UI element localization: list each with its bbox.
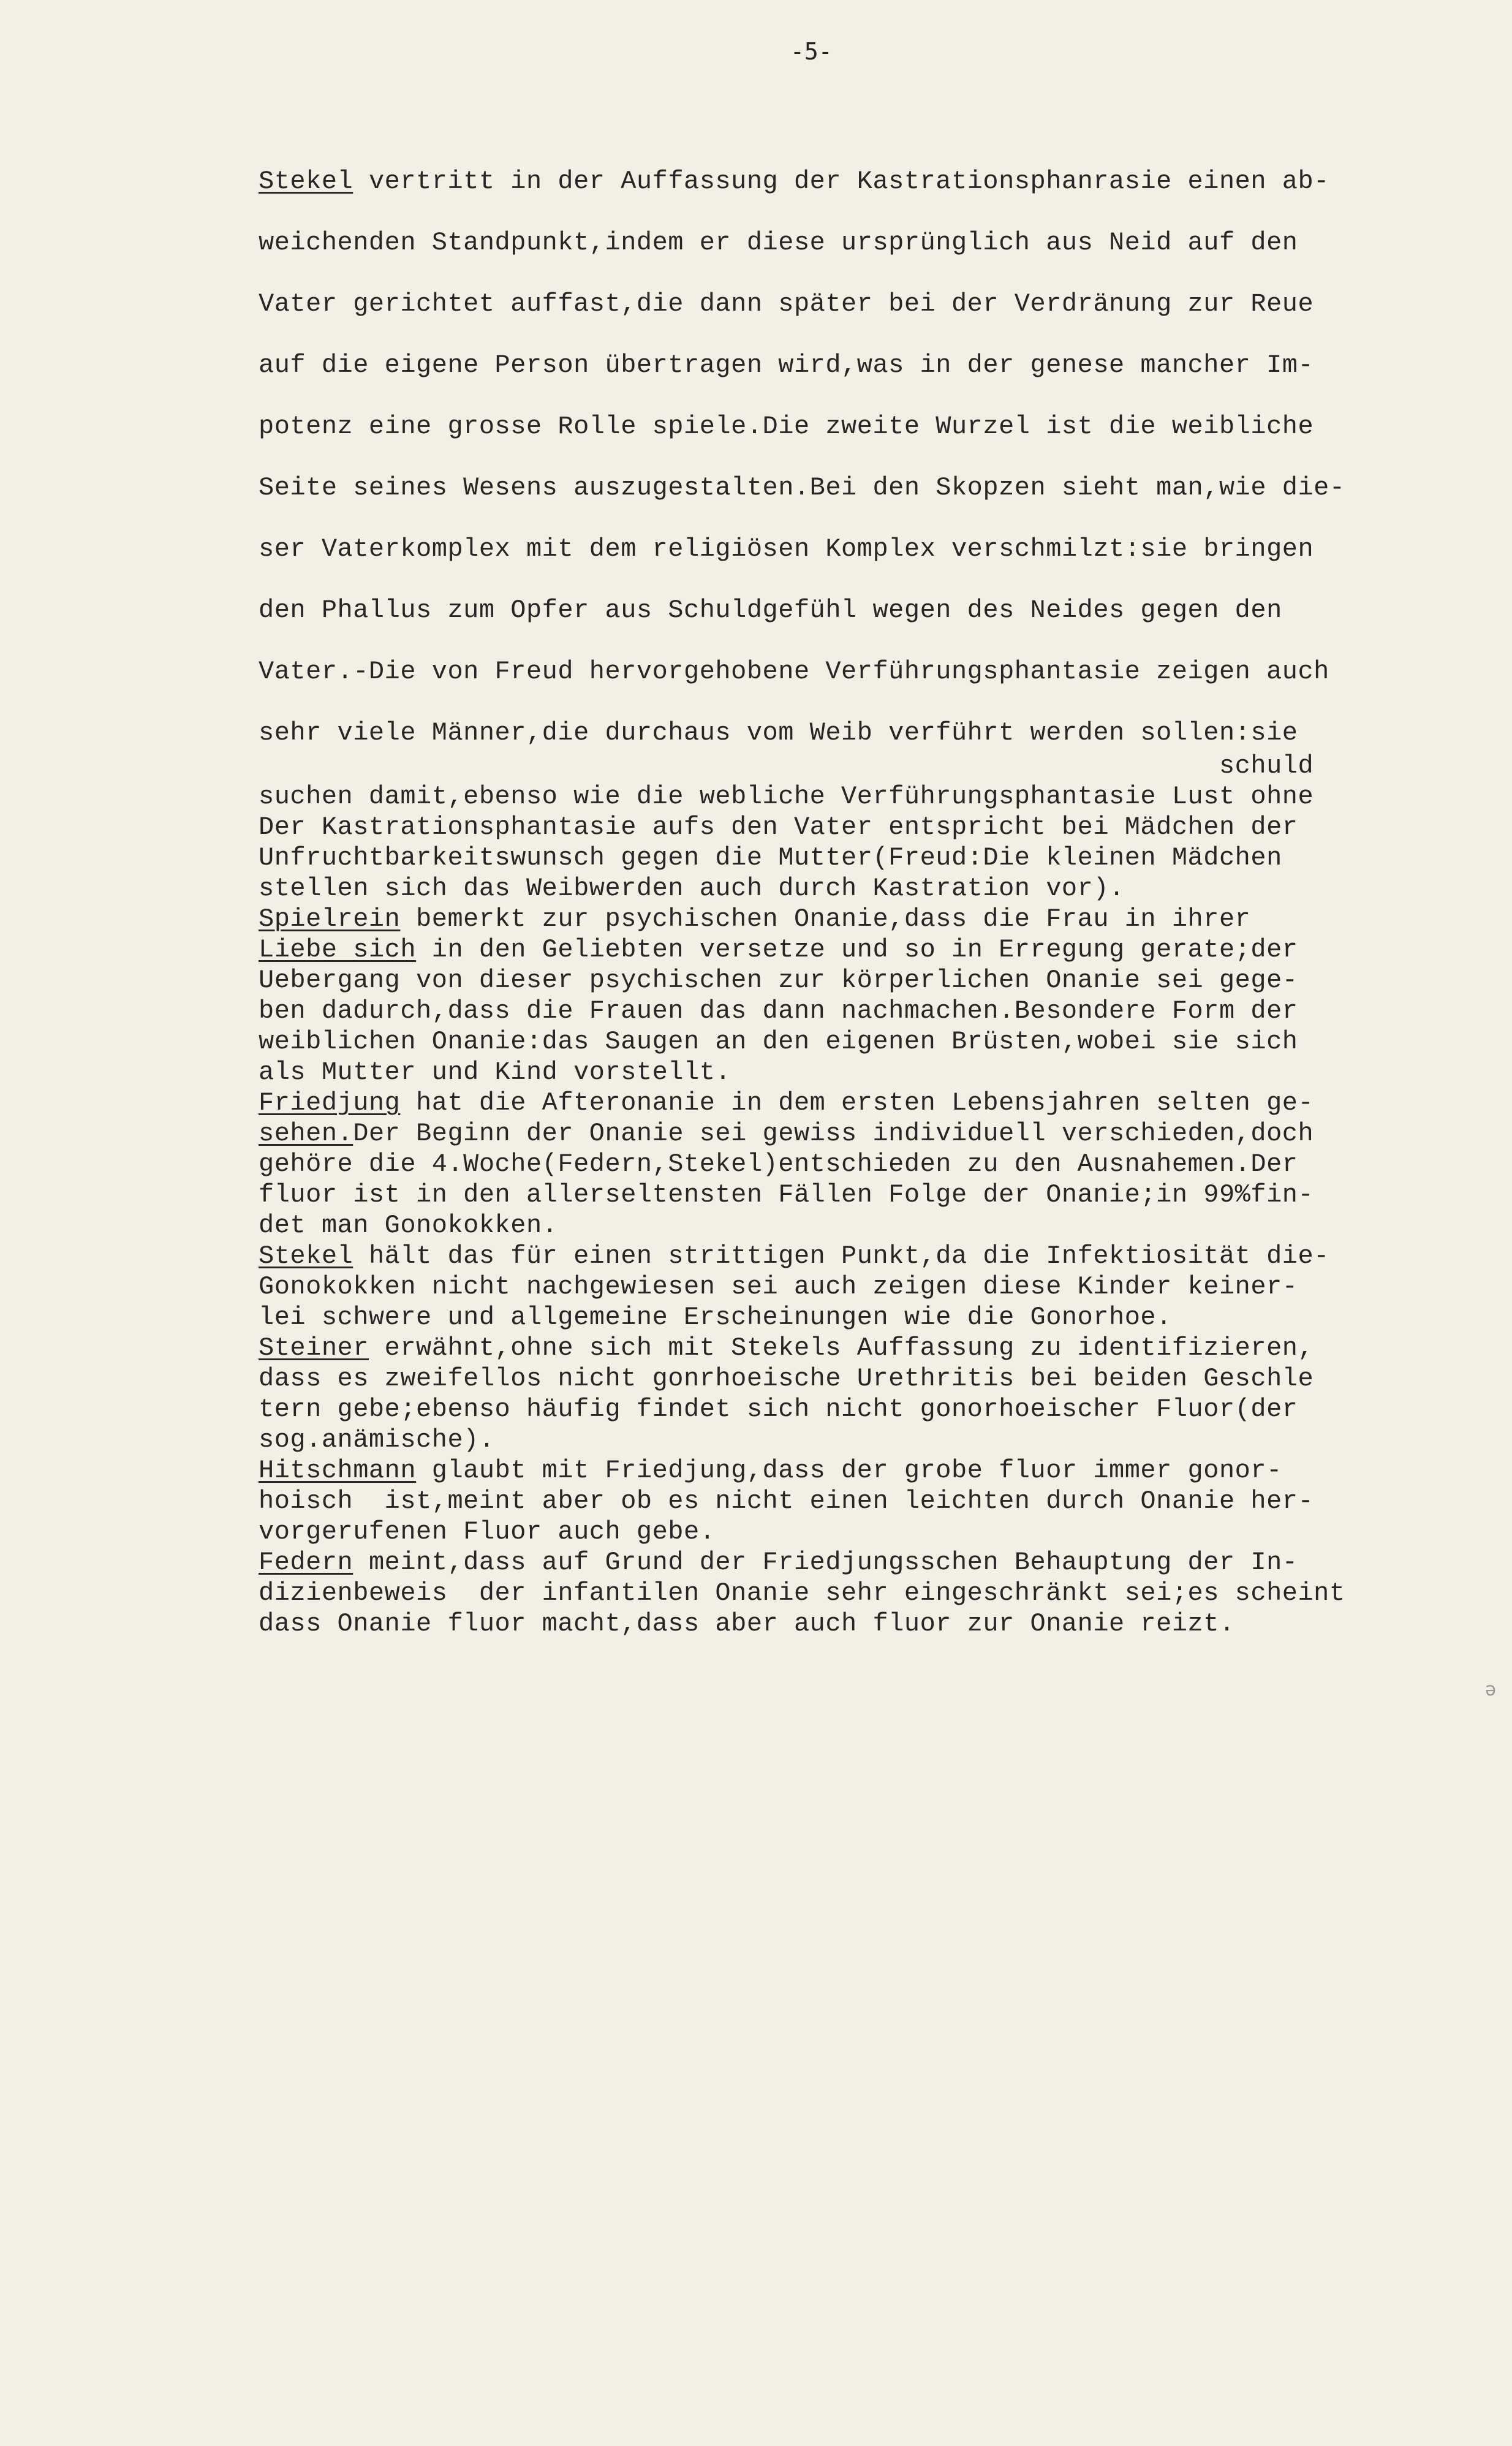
text-line: det man Gonokokken.	[259, 1211, 558, 1240]
text-line: fluor ist in den allerseltensten Fällen Folge der Onanie;in 99%fin-	[259, 1180, 1314, 1210]
text-line: sehen.Der Beginn der Onanie sei gewiss individuell verschieden,doch	[259, 1119, 1314, 1148]
text-line: weiblichen Onanie:das Saugen an den eigenen Brüsten,wobei sie sich	[259, 1027, 1298, 1056]
author-name: Hitschmann	[259, 1456, 417, 1485]
text-line: Gonokokken nicht nachgewiesen sei auch zeigen diese Kinder keiner-	[259, 1272, 1298, 1301]
text-line: dass es zweifellos nicht gonrhoeische Urethritis bei beiden Geschle	[259, 1364, 1314, 1393]
text-line: stellen sich das Weibwerden auch durch Kastration vor).	[259, 874, 1125, 903]
text-line: Seite seines Wesens auszugestalten.Bei den Skopzen sieht man,wie die-	[259, 473, 1345, 502]
text-line: ben dadurch,dass die Frauen das dann nachmachen.Besondere Form der	[259, 996, 1298, 1026]
author-name: Steiner	[259, 1333, 369, 1363]
text-line: auf die eigene Person übertragen wird,was in der genese mancher Im-	[259, 350, 1314, 380]
text-line: Spielrein bemerkt zur psychischen Onanie,dass die Frau in ihrer	[259, 904, 1251, 934]
text-line: Liebe sich in den Geliebten versetze und so in Erregung gerate;der	[259, 935, 1298, 964]
text-line: weichenden Standpunkt,indem er diese ursprünglich aus Neid auf den	[259, 228, 1298, 257]
text-line: lei schwere und allgemeine Erscheinungen wie die Gonorhoe.	[259, 1303, 1172, 1332]
text-line: Federn meint,dass auf Grund der Friedjungsschen Behauptung der In-	[259, 1548, 1298, 1577]
author-name: Stekel	[259, 167, 353, 196]
page-number: -5-	[790, 38, 833, 65]
text-line: dizienbeweis der infantilen Onanie sehr eingeschränkt sei;es scheint	[259, 1578, 1345, 1608]
author-name: Spielrein	[259, 904, 401, 934]
text-line: sog.anämische).	[259, 1425, 495, 1455]
text-line: Steiner erwähnt,ohne sich mit Stekels Auffassung zu identifizieren,	[259, 1333, 1314, 1363]
margin-mark: ə	[1485, 1679, 1497, 1700]
underlined-phrase: Liebe sich	[259, 935, 417, 964]
text-line: Stekel vertritt in der Auffassung der Kastrationsphanrasie einen ab-	[259, 167, 1329, 196]
text-line: Hitschmann glaubt mit Friedjung,dass der grobe fluor immer gonor-	[259, 1456, 1282, 1485]
text-line: gehöre die 4.Woche(Federn,Stekel)entschieden zu den Ausnahemen.Der	[259, 1149, 1298, 1179]
text-line: schuld	[259, 751, 1314, 781]
text-line: sehr viele Männer,die durchaus vom Weib verführt werden sollen:sie	[259, 718, 1298, 748]
text-line: vorgerufenen Fluor auch gebe.	[259, 1517, 716, 1547]
text-line: hoisch ist,meint aber ob es nicht einen leichten durch Onanie her-	[259, 1486, 1314, 1516]
text-line: suchen damit,ebenso wie die webliche Verführungsphantasie Lust ohne	[259, 782, 1314, 811]
text-line: Unfruchtbarkeitswunsch gegen die Mutter(Freud:Die kleinen Mädchen	[259, 843, 1282, 873]
text-line: den Phallus zum Opfer aus Schuldgefühl wegen des Neides gegen den	[259, 596, 1282, 625]
text-line: Vater.-Die von Freud hervorgehobene Verführungsphantasie zeigen auch	[259, 657, 1329, 686]
text-line: ser Vaterkomplex mit dem religiösen Komplex verschmilzt:sie bringen	[259, 534, 1314, 564]
text-line: tern gebe;ebenso häufig findet sich nicht gonorhoeischer Fluor(der	[259, 1395, 1298, 1424]
text-line: Friedjung hat die Afteronanie in dem ersten Lebensjahren selten ge-	[259, 1088, 1314, 1118]
text-line: als Mutter und Kind vorstellt.	[259, 1058, 731, 1087]
author-name: Stekel	[259, 1241, 353, 1271]
text-line: Uebergang von dieser psychischen zur körperlichen Onanie sei gege-	[259, 966, 1298, 995]
author-name: Friedjung	[259, 1088, 401, 1118]
text-line: Der Kastrationsphantasie aufs den Vater entspricht bei Mädchen der	[259, 812, 1298, 842]
text-line: dass Onanie fluor macht,dass aber auch fluor zur Onanie reizt.	[259, 1609, 1235, 1638]
text-line: Stekel hält das für einen strittigen Punkt,da die Infektiosität die-	[259, 1241, 1329, 1271]
text-line: Vater gerichtet auffast,die dann später bei der Verdränung zur Reue	[259, 289, 1314, 319]
author-name: Federn	[259, 1548, 353, 1577]
underlined-phrase: sehen.	[259, 1119, 353, 1148]
text-line: potenz eine grosse Rolle spiele.Die zweite Wurzel ist die weibliche	[259, 412, 1314, 441]
